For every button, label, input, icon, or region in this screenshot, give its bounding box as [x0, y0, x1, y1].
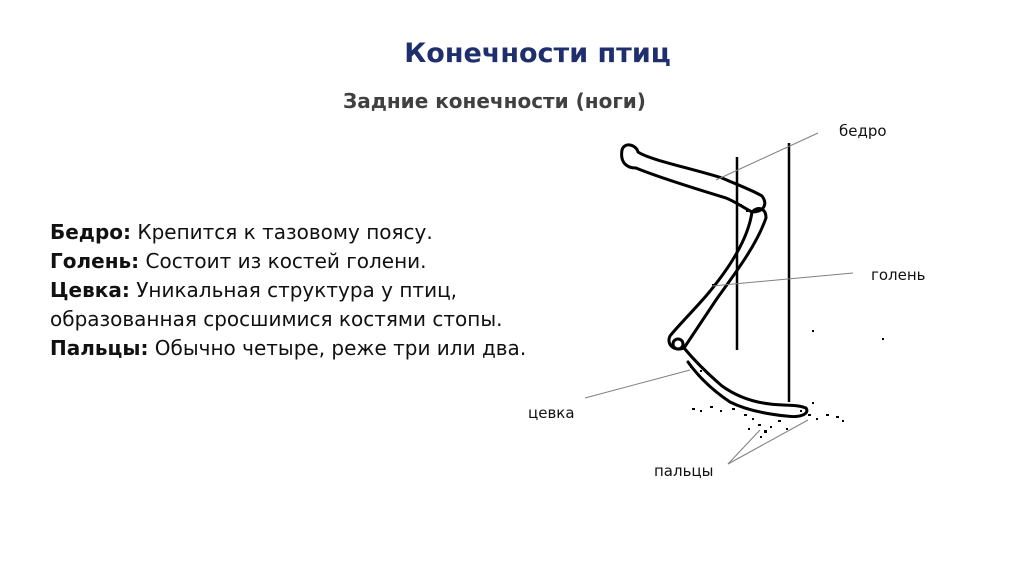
- toes-marks: [690, 204, 884, 438]
- pointer-toes-2: [728, 420, 808, 464]
- label-tibia: голень: [871, 266, 926, 284]
- desc-toes-text: Обычно четыре, реже три или два.: [154, 336, 527, 360]
- tibia-bone: [669, 209, 766, 349]
- label-toes: пальцы: [654, 462, 714, 480]
- slide-subtitle: Задние конечности (ноги): [343, 89, 646, 113]
- pointer-lines: [585, 133, 853, 464]
- label-femur: бедро: [839, 122, 887, 140]
- pointer-femur: [716, 133, 818, 180]
- pointer-tarsus: [585, 370, 690, 398]
- desc-toes-term: Пальцы:: [50, 336, 149, 360]
- desc-tibia-term: Голень:: [50, 249, 140, 273]
- desc-tarsus-text: Уникальная структура у птиц, образованная сросшимися костями стопы.: [50, 278, 503, 331]
- tarsus-bone: [673, 339, 807, 417]
- desc-femur-text: Крепится к тазовому поясу.: [137, 220, 433, 244]
- desc-tarsus-term: Цевка:: [50, 278, 130, 302]
- desc-femur-term: Бедро:: [50, 220, 132, 244]
- pointer-toes-1: [728, 430, 760, 464]
- femur-bone: [622, 145, 765, 212]
- label-tarsus: цевка: [528, 404, 575, 422]
- slide-title: Конечности птиц: [404, 38, 671, 69]
- desc-tibia-text: Состоит из костей голени.: [145, 249, 427, 273]
